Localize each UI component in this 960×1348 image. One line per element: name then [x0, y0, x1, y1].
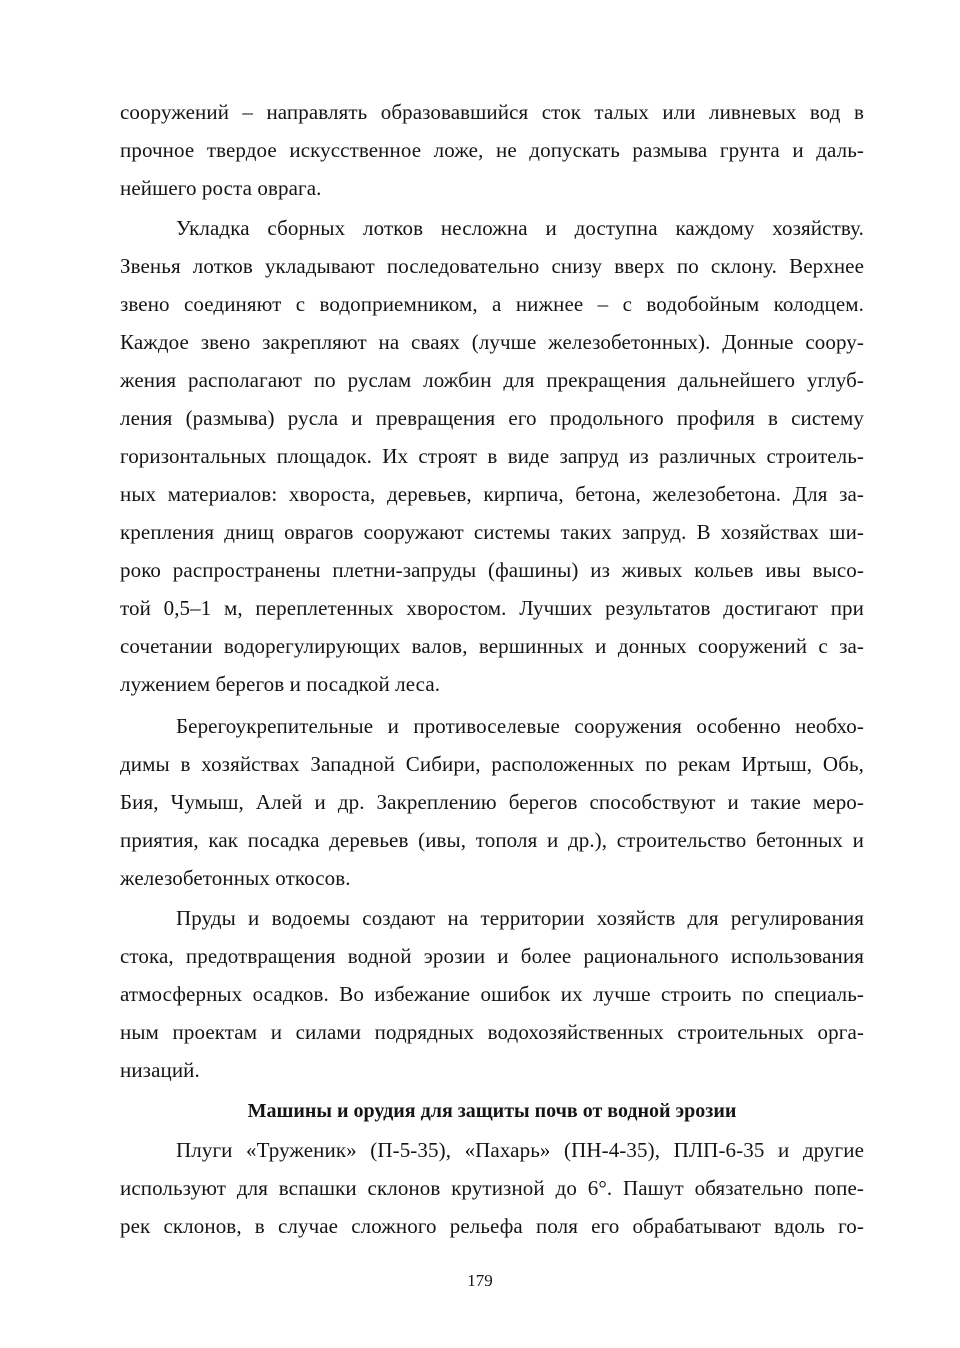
text-line: горизонтальных площадок. Их строят в виде запруд из различных строитель-	[120, 444, 864, 468]
text-line: используют для вспашки склонов крутизной до 6°. Пашут обязательно попе-	[120, 1176, 864, 1200]
text-line: жения располагают по руслам ложбин для прекращения дальнейшего углуб-	[120, 368, 864, 392]
text-line: рек склонов, в случае сложного рельефа поля его обрабатывают вдоль го-	[120, 1214, 864, 1238]
text-line: Каждое звено закрепляют на сваях (лучше железобетонных). Донные соору-	[120, 330, 864, 354]
text-line: стока, предотвращения водной эрозии и более рационального использования	[120, 944, 864, 968]
text-line: крепления днищ оврагов сооружают системы таких запруд. В хозяйствах ши-	[120, 520, 864, 544]
text-line: роко распространены плетни-запруды (фашины) из живых кольев ивы высо-	[120, 558, 864, 582]
text-line: ным проектам и силами подрядных водохозяйственных строительных орга-	[120, 1020, 864, 1044]
text-line: ления (размыва) русла и превращения его продольного профиля в систему	[120, 406, 864, 430]
text-line: низаций.	[120, 1058, 200, 1082]
text-line: звено соединяют с водоприемником, а нижнее – с водобойным колодцем.	[120, 292, 864, 316]
text-line: Плуги «Труженик» (П-5-35), «Пахарь» (ПН-4-35), ПЛП-6-35 и другие	[176, 1138, 864, 1162]
text-line: Берегоукрепительные и противоселевые сооружения особенно необхо-	[176, 714, 864, 738]
text-line: Пруды и водоемы создают на территории хозяйств для регулирования	[176, 906, 864, 930]
text-line: сочетании водорегулирующих валов, вершинных и донных сооружений с за-	[120, 634, 864, 658]
text-line: железобетонных откосов.	[120, 866, 351, 890]
page-number: 179	[467, 1271, 493, 1290]
text-line: димы в хозяйствах Западной Сибири, расположенных по рекам Иртыш, Обь,	[120, 752, 864, 776]
text-line: Бия, Чумыш, Алей и др. Закреплению берегов способствуют и такие меро-	[120, 790, 864, 814]
text-line: Укладка сборных лотков несложна и доступна каждому хозяйству.	[176, 216, 864, 240]
text-line: той 0,5–1 м, переплетенных хворостом. Лучших результатов достигают при	[120, 596, 864, 620]
text-line: нейшего роста оврага.	[120, 176, 322, 200]
section-heading: Машины и орудия для защиты почв от водной эрозии	[247, 1100, 737, 1122]
text-line: лужением берегов и посадкой леса.	[120, 672, 441, 696]
text-line: атмосферных осадков. Во избежание ошибок их лучше строить по специаль-	[120, 982, 864, 1006]
text-line: Звенья лотков укладывают последовательно снизу вверх по склону. Верхнее	[120, 254, 864, 278]
text-line: прочное твердое искусственное ложе, не допускать размыва грунта и даль-	[120, 138, 864, 162]
text-line: сооружений – направлять образовавшийся сток талых или ливневых вод в	[120, 100, 864, 124]
text-line: ных материалов: хвороста, деревьев, кирпича, бетона, железобетона. Для за-	[120, 482, 864, 506]
text-line: приятия, как посадка деревьев (ивы, тополя и др.), строительство бетонных и	[120, 828, 864, 852]
